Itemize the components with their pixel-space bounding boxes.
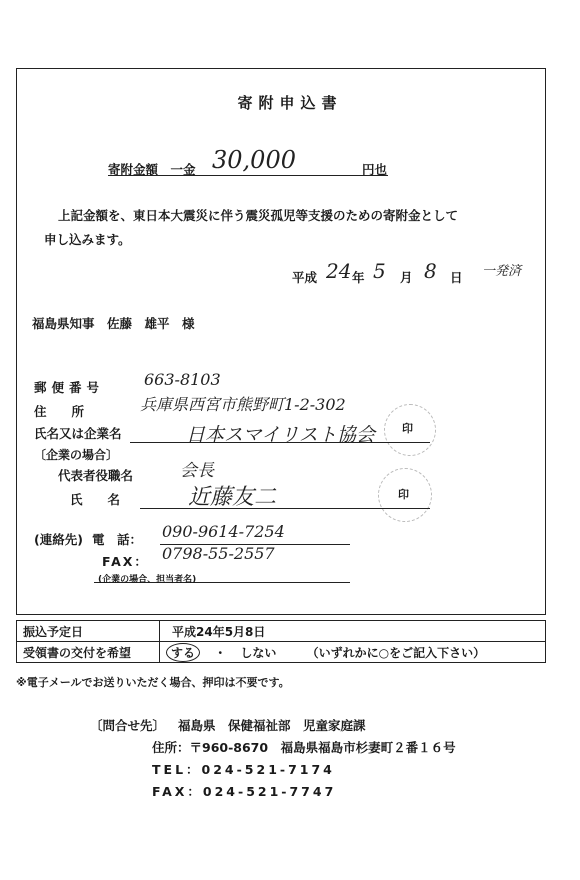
amount-value: 30,000 xyxy=(212,146,296,174)
date-prefix: 平成 xyxy=(292,270,318,285)
transfer-label: 振込予定日 xyxy=(17,621,160,642)
receipt-note: （いずれかに○をご記入下さい） xyxy=(306,645,486,660)
inquiry-fax: FAX：024-521-7747 xyxy=(152,784,337,799)
transfer-row xyxy=(17,621,546,642)
rep-underline xyxy=(140,508,430,509)
inquiry-office: 福島県 保健福祉部 児童家庭課 xyxy=(178,718,366,733)
amount-label: 寄附金額 一金 xyxy=(108,162,196,177)
body-line-1: 上記金額を、東日本大震災に伴う震災孤児等支援のための寄附金として xyxy=(58,208,459,223)
inquiry-label: 〔問合せ先〕 xyxy=(90,718,166,733)
date-day: 8 xyxy=(424,259,437,283)
transfer-value-text: 平成24年5月8日 xyxy=(172,624,266,639)
transfer-value xyxy=(160,621,546,642)
seal-mark-2: 印 xyxy=(398,488,409,501)
receipt-options xyxy=(160,642,546,663)
date-month-unit: 月 xyxy=(400,270,413,285)
address-label: 住 所 xyxy=(34,404,85,419)
transfer-table xyxy=(16,620,546,663)
postal-value: 663-8103 xyxy=(144,370,221,389)
rep-name-value: 近藤友二 xyxy=(188,485,277,510)
date-year: 24 xyxy=(326,259,352,283)
name-value: 日本スマイリスト協会 xyxy=(186,424,375,446)
receipt-label: 受領書の交付を希望 xyxy=(17,642,160,663)
amount-underline xyxy=(108,175,388,176)
receipt-no-option[interactable]: しない xyxy=(240,645,277,660)
date-annotation: 一発済 xyxy=(482,264,522,279)
corp-note: 〔企業の場合〕 xyxy=(34,448,119,462)
body-line-2: 申し込みます。 xyxy=(44,232,131,247)
name-underline xyxy=(130,442,430,443)
footnote: ※電子メールでお送りいただく場合、押印は不要です。 xyxy=(16,676,290,689)
inquiry-tel: TEL：024-521-7174 xyxy=(152,762,335,777)
receipt-separator: ・ xyxy=(214,645,227,660)
rep-name-label: 氏 名 xyxy=(70,492,121,507)
receipt-yes-option[interactable]: する xyxy=(166,643,200,662)
name-label: 氏名又は企業名 xyxy=(34,426,122,441)
addressee: 福島県知事 佐藤 雄平 様 xyxy=(32,316,195,331)
date-month: 5 xyxy=(373,259,386,283)
contact-note: (企業の場合、担当者名) xyxy=(98,575,197,585)
inquiry-address: 住所：〒960-8670 福島県福島市杉妻町２番１６号 xyxy=(152,740,456,755)
seal-mark-1: 印 xyxy=(402,422,413,435)
amount-unit: 円也 xyxy=(362,162,388,177)
fax-value: 0798-55-2557 xyxy=(162,544,275,563)
rep-title-label: 代表者役職名 xyxy=(58,468,134,483)
form-title: 寄附申込書 xyxy=(237,94,343,112)
tel-value: 090-9614-7254 xyxy=(162,522,285,541)
address-value: 兵庫県西宮市熊野町1-2-302 xyxy=(140,395,346,414)
postal-label: 郵便番号 xyxy=(34,380,105,395)
tel-label: 電 話： xyxy=(92,532,143,547)
date-day-unit: 日 xyxy=(450,270,463,285)
fax-label: FAX： xyxy=(102,554,149,569)
receipt-row xyxy=(17,642,546,663)
date-year-unit: 年 xyxy=(352,270,365,285)
rep-title-value: 会長 xyxy=(180,461,214,481)
contact-label: (連絡先) xyxy=(34,532,83,547)
